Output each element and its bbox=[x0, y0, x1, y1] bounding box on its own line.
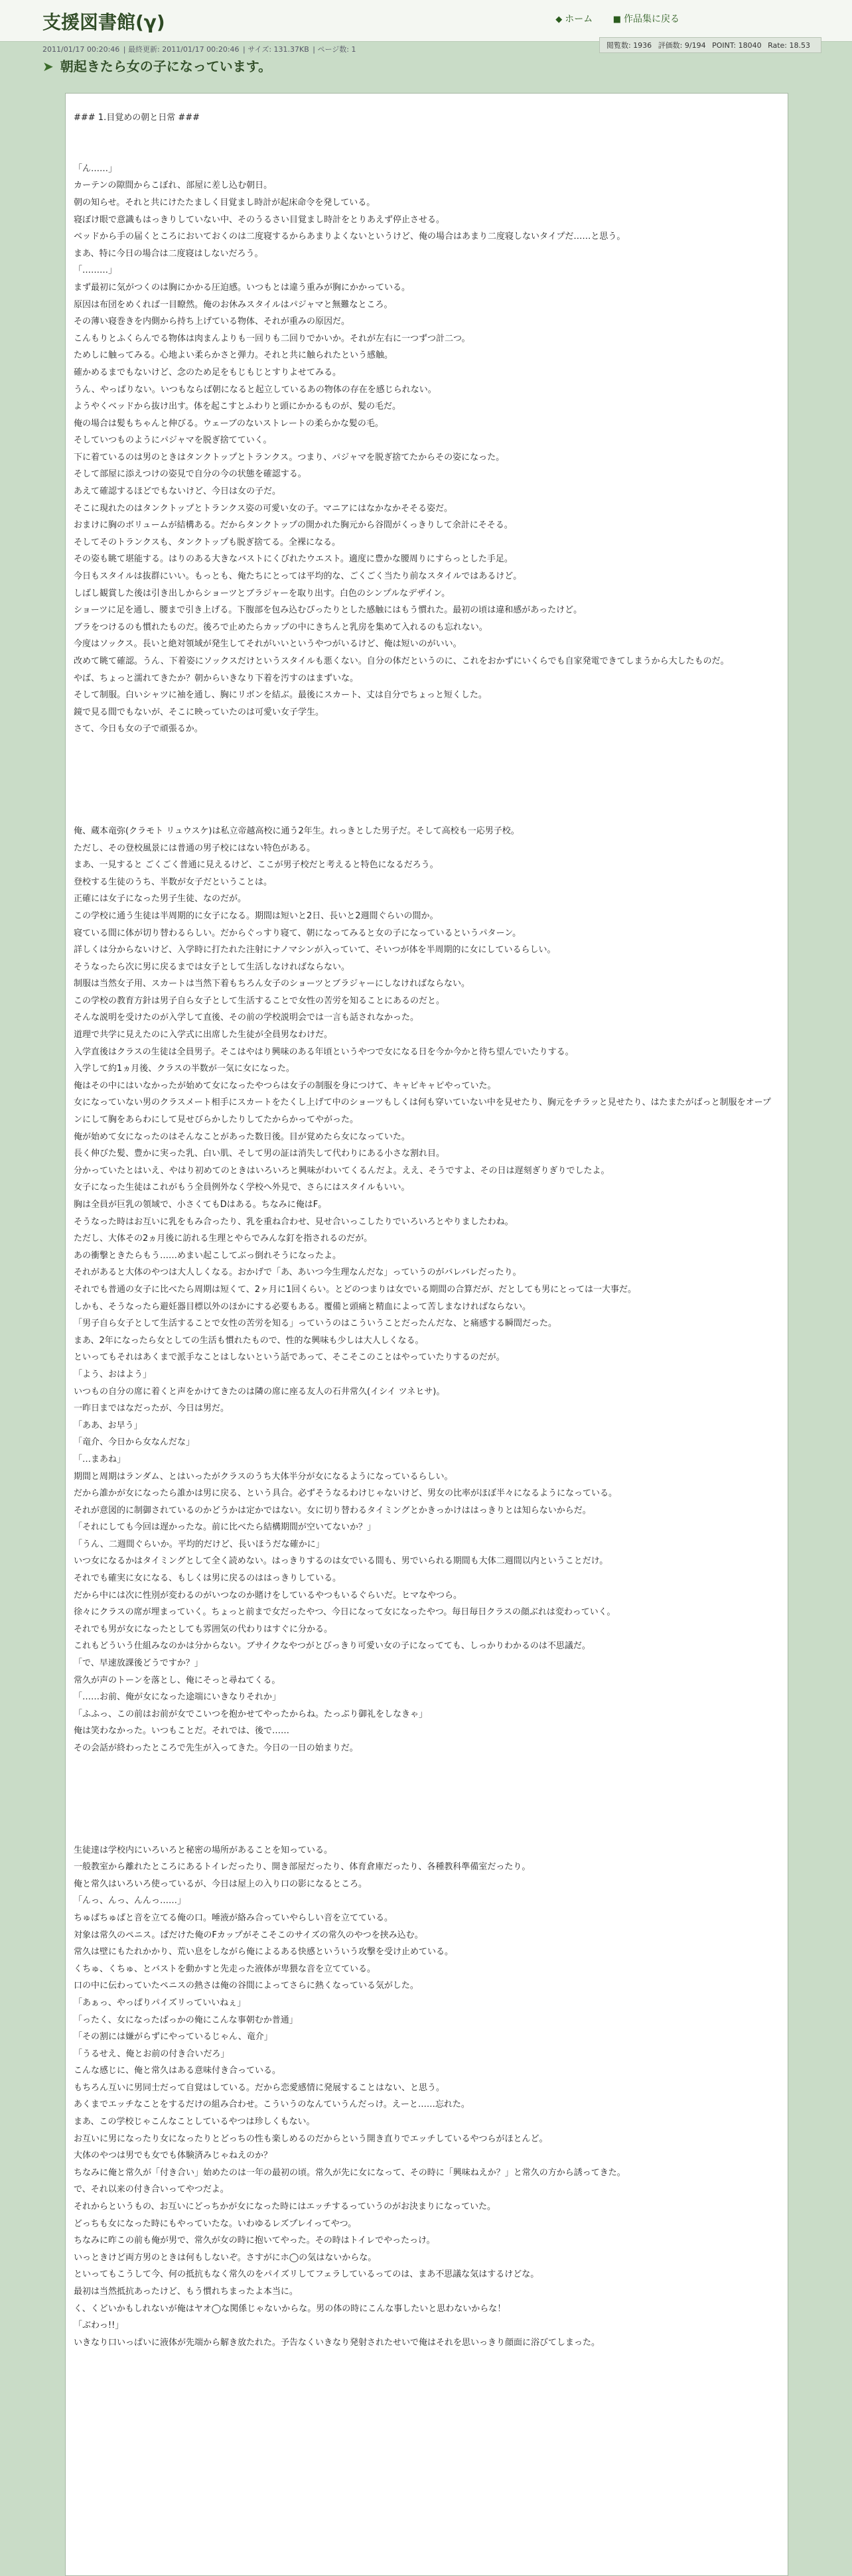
story-line: しばし観賞した後は引き出しからショーツとブラジャーを取り出す。白色のシンプルなデザイン。 bbox=[74, 588, 451, 599]
story-title bbox=[42, 56, 271, 75]
story-line: こんな感じに、俺と常久はある意味付き合っている。 bbox=[74, 2066, 281, 2076]
story-line: もちろん互いに男同士だって自覚はしている。だから恋愛感情に発展することはない、と思う。 bbox=[74, 2082, 445, 2093]
story-line: 長く伸びた髪、豊かに実った乳、白い肌、そして男の証は消失して代わりにある小さな割れ目。 bbox=[74, 1149, 445, 1159]
story-line: だから誰かが女になったら誰かは男に戻る、という具合。必ずそうなるわけじゃないけど、男女の比率がほぼ半々になるようになっている。 bbox=[74, 1488, 618, 1499]
story-line: ただし、その登校風景には普通の男子校にはない特色がある。 bbox=[74, 843, 316, 853]
story-line: 俺と常久はいろいろ使っているが、今日は屋上の入り口の影になるところ。 bbox=[74, 1879, 368, 1889]
site-title[interactable]: 支援図書館(γ) bbox=[42, 11, 165, 33]
story-line: 確かめるまでもないけど、念のため足をもじもじとすりよせてみる。 bbox=[74, 367, 342, 378]
story-line: その会話が終わったところで先生が入ってきた。今日の一日の始まりだ。 bbox=[74, 1743, 358, 1753]
nav-home-link[interactable] bbox=[555, 14, 593, 25]
story-line: いつ女になるかはタイミングとして全く読めない。はっきりするのは女でいる間も、男でいられる期間も大体二週間以内ということだけ。 bbox=[74, 1556, 608, 1567]
story-line: 俺が始めて女になったのはそんなことがあった数日後。目が覚めたら女になっていた。 bbox=[74, 1131, 410, 1142]
story-line: そして制服。白いシャツに袖を通し、胸にリボンを結ぶ。最後にスカート、丈は自分でちょっと短くした。 bbox=[74, 690, 487, 701]
story-line: ちなみに俺と常久が「付き合い」始めたのは一年の最初の頃。常久が先に女になって、その時に「興味ねえか？」と常久の方から誘ってきた。 bbox=[74, 2167, 626, 2178]
story-line: 下に着ているのは男のときはタンクトップとトランクス。つまり、パジャマを脱ぎ捨てたからその姿になった。 bbox=[74, 452, 505, 463]
story-line: ただし、大体その2ヵ月後に訪れる生理とやらでみんな釘を指されるのだが。 bbox=[74, 1234, 373, 1244]
story-line: あえて確認するほどでもないけど、今日は女の子だ。 bbox=[74, 486, 281, 497]
nav-home-label: ホーム bbox=[565, 14, 593, 25]
story-line: 俺の場合は髪もちゃんと伸びる。ウェーブのないストレートの柔らかな髪の毛。 bbox=[74, 418, 384, 429]
story-line: 「……お前、俺が女になった途端にいきなりそれか」 bbox=[74, 1692, 281, 1703]
story-line: カーテンの隙間からこぼれ、部屋に差し込む朝日。 bbox=[74, 180, 273, 191]
story-line: 登校する生徒のうち、半数が女子だということは。 bbox=[74, 877, 273, 887]
story-line: ブラをつけるのも慣れたものだ。後ろで止めたらカップの中にきちんと乳房を集めて入れるのも忘れない。 bbox=[74, 622, 488, 632]
story-line: 口の中に伝わっていたペニスの熱さは俺の谷間によってさらに熱くなっている気がした。 bbox=[74, 1981, 419, 1991]
story-line: 朝の知らせ。それと共にけたたましく目覚まし時計が起床命令を発している。 bbox=[74, 197, 376, 208]
story-line: そんな説明を受けたのが入学して直後、その前の学校説明会では一言も話されなかった。 bbox=[74, 1013, 419, 1023]
story-line: それでも確実に女になる、もしくは男に戻るのははっきりしている。 bbox=[74, 1573, 342, 1584]
story-line: 改めて眺て確認。うん、下着姿にソックスだけというスタイルも悪くない。自分の体だというのに、これをおかずにいくらでも自家発電できてしまうから大したものだ。 bbox=[74, 656, 729, 666]
story-line: 入学して約1ヵ月後、クラスの半数が一気に女になった。 bbox=[74, 1064, 295, 1074]
story-line: 常久が声のトーンを落とし、俺にそっと尋ねてくる。 bbox=[74, 1675, 281, 1685]
story-line bbox=[74, 127, 777, 144]
meta-updated: 最終更新: 2011/01/17 00:20:46 bbox=[128, 45, 240, 54]
story-line: 「よう、おはよう」 bbox=[74, 1369, 152, 1380]
story-line: そこに現れたのはタンクトップとトランクス姿の可愛い女の子。マニアにはなかなかそそる姿だ。 bbox=[74, 503, 453, 514]
story-line: 「ぶわっ!!」 bbox=[74, 2321, 124, 2331]
story-line bbox=[74, 1757, 777, 1774]
story-line: 「竜介、今日から女なんだな」 bbox=[74, 1437, 195, 1448]
story-line: 鏡で見る間でもないが、そこに映っていたのは可愛い女子学生。 bbox=[74, 707, 324, 717]
story-line: おまけに胸のボリュームが結構ある。だからタンクトップの開かれた胸元から谷間がくっきりして余計にそそる。 bbox=[74, 520, 513, 531]
story-line: まあ、一見すると ごくごく普通に見えるけど、ここが男子校だと考えると特色になるだろう。 bbox=[74, 860, 439, 871]
story-line bbox=[74, 806, 777, 823]
story-line: まあ、2年になったら女としての生活も慣れたもので、性的な興味も少しは大人しくなる。 bbox=[74, 1335, 424, 1346]
story-line: うん、やっぱりない。いつもならば朝になると起立しているあの物体の存在を感じられない。 bbox=[74, 384, 437, 395]
story-line: ためしに触ってみる。心地よい柔らかさと弾力。それと共に触られたという感触。 bbox=[74, 350, 393, 361]
story-line: 原因は布団をめくれば一目瞭然。俺のお休みスタイルはパジャマと無難なところ。 bbox=[74, 299, 393, 310]
story-line: しかも、そうなったら避妊器目標以外のほかにする必要もある。覆備と頭痛と精血によって苦しまなければならない。 bbox=[74, 1301, 532, 1312]
story-line: 期間と周期はランダム、とはいったがクラスのうち大体半分が女になるようになっているらしい。 bbox=[74, 1471, 453, 1482]
story-line: まあ、この学校じゃこんなことしているやつは珍しくもない。 bbox=[74, 2117, 315, 2127]
story-line bbox=[74, 1774, 777, 1791]
story-line: 女子になった生徒はこれがもう全員例外なく学校へ外見で、さらにはスタイルもいい。 bbox=[74, 1182, 410, 1193]
story-line: といってもそれはあくまで派手なことはしないという話であって、そこそこのことはやっていたりするのだが。 bbox=[74, 1352, 505, 1363]
story-line: 俺はその中にはいなかったが始めて女になったやつらは女子の制服を身につけて、キャピキャピやっていた。 bbox=[74, 1080, 496, 1091]
story-line: それでも男が女になったとしても雰囲気の代わりはすぐに分かる。 bbox=[74, 1624, 333, 1634]
story-content bbox=[74, 109, 777, 2351]
story-line: いっときけど両方男のときは何もしないぞ。さすがにホ◯の気はないからな。 bbox=[74, 2252, 377, 2263]
story-line: 「んっ、んっ、んんっ……」 bbox=[74, 1896, 186, 1906]
stat-views: 閲覧数: 1936 bbox=[606, 41, 652, 50]
story-line: さて、今日も女の子で頑張るか。 bbox=[74, 724, 203, 735]
story-line: あの衝撃ときたらもう……めまい起こしてぶっ倒れそうになったよ。 bbox=[74, 1250, 342, 1261]
story-line: それがあると大体のやつは大人しくなる。おかげで「あ、あいつ今生理なんだな」っていうのがバレバレだったり。 bbox=[74, 1267, 522, 1278]
nav-back-label: 作品集に戻る bbox=[624, 14, 679, 25]
story-line: だから中には次に性別が変わるのがいつなのか賭けをしているやつもいるぐらいだ。ヒマなやつら。 bbox=[74, 1590, 462, 1601]
story-line: 入学直後はクラスの生徒は全員男子。そこはやはり興味のある年頃というやつで女になる日を今か今かと待ち望んでいたりする。 bbox=[74, 1046, 574, 1057]
story-body bbox=[65, 93, 788, 2576]
story-line: ちなみに昨この前も俺が男で、常久が女の時に抱いてやった。その時はトイレでやったっけ。 bbox=[74, 2236, 435, 2246]
story-line: 女になっていない男のクラスメート相手にスカートをたくし上げて中のショーツもしくは何も穿いていない中を見せたり、胸元をチラッと見せたり、はたまたがばっと制服をオープンにして胸をあらわにして見せびらかしたりしてたからかってやがった。 bbox=[74, 1098, 771, 1125]
story-line: 今日もスタイルは抜群にいい。もっとも、俺たちにとっては平均的な、ごくごく当たり前なスタイルではあるけど。 bbox=[74, 571, 522, 582]
story-line: その薄い寝巻きを内側から持ち上げている物体、それが重みの原因だ。 bbox=[74, 317, 350, 327]
story-line: ショーツに足を通し、腰まで引き上げる。下腹部を包み込むぴったりとした感触にはもう慣れた。最初の頃は違和感があったけど。 bbox=[74, 605, 583, 616]
story-line: 対象は常久のペニス。ぱだけた俺のFカップがそこそこのサイズの常久のやつを挟み込む。 bbox=[74, 1930, 423, 1940]
stat-ratings: 評価数: 9/194 bbox=[658, 41, 706, 50]
story-line: 分かっていたとはいえ、やはり初めてのときはいろいろと興味がわいてくるんだよ。ええ、そうですよ、その日は遅刻ぎりぎりでしたよ。 bbox=[74, 1165, 610, 1176]
story-line bbox=[74, 772, 777, 789]
story-line: この学校に通う生徒は半周期的に女子になる。期間は短いと2日、長いと2週間ぐらいの間か。 bbox=[74, 910, 439, 921]
story-line: その姿も眺て堪能する。はりのある大きなバストにくびれたウエスト。適度に豊かな腰周りにすらっとした手足。 bbox=[74, 554, 513, 565]
story-line bbox=[74, 1791, 777, 1808]
story-line: 「あぁっ、やっぱりパイズリっていいねぇ」 bbox=[74, 1997, 246, 2008]
story-line: 徐々にクラスの席が埋まっていく。ちょっと前まで女だったやつ、今日になって女になったやつ。毎日毎日クラスの顔ぶれは変わっていく。 bbox=[74, 1607, 616, 1618]
story-line: 今度はソックス。長いと絶対領域が発生してそれがいいというやつがいるけど、俺は短いのがいい。 bbox=[74, 639, 462, 650]
story-line: 寝ている間に体が切り替わるらしい。だからぐっすり寝て、朝になってみると女の子になっているというパターン。 bbox=[74, 928, 522, 938]
site-header bbox=[0, 0, 852, 42]
story-line bbox=[74, 1825, 777, 1842]
story-line: 胸は全員が巨乳の領域で、小さくてもDはある。ちなみに俺はF。 bbox=[74, 1200, 327, 1210]
story-line: 「うん、二週間ぐらいか。平均的だけど、長いほうだな確かに」 bbox=[74, 1539, 324, 1549]
post-meta: 2011/01/17 00:20:46 | 最終更新: 2011/01/17 00:20:46 | サイズ: 131.37KB | ページ数: 1 bbox=[42, 45, 356, 54]
story-line: 「ん……」 bbox=[74, 163, 117, 174]
collection-icon: ■ bbox=[612, 15, 621, 25]
story-line: 「………」 bbox=[74, 265, 117, 276]
story-line: 一般教室から離れたところにあるトイレだったり、開き部屋だったり、体育倉庫だったり、各種教科準備室だったり。 bbox=[74, 1862, 531, 1873]
story-line: それが意図的に制御されているのかどうかは定かではない。女に切り替わるタイミングとかきっかけははっきりとは知らないからだ。 bbox=[74, 1505, 591, 1516]
story-line: 「うるせえ、俺とお前の付き合いだろ」 bbox=[74, 2048, 230, 2059]
story-line: 道理で共学に見えたのに入学式に出席した生徒が全員男なわけだ。 bbox=[74, 1030, 333, 1040]
story-line: まず最初に気がつくのは胸にかかる圧迫感。いつもとは違う重みが胸にかかっている。 bbox=[74, 282, 411, 293]
meta-pages: ページ数: 1 bbox=[317, 45, 356, 54]
story-line: これもどういう仕組みなのかは分からない。ブサイクなやつがとびっきり可愛い女の子になってても、しっかりわかるのは不思議だ。 bbox=[74, 1641, 591, 1652]
stat-points: POINT: 18040 bbox=[712, 41, 762, 50]
story-line: そうなったら次に男に戻るまでは女子として生活しなければならない。 bbox=[74, 962, 350, 972]
meta-size: サイズ: 131.37KB bbox=[248, 45, 309, 54]
story-line: で、それ以来の付き合いってやつだよ。 bbox=[74, 2184, 229, 2195]
story-line bbox=[74, 789, 777, 806]
story-line: 「ああ、お早う」 bbox=[74, 1420, 143, 1431]
meta-posted: 2011/01/17 00:20:46 bbox=[42, 45, 120, 54]
stat-rate: Rate: 18.53 bbox=[768, 41, 810, 50]
story-line: 常久は壁にもたれかかり、荒い息をしながら俺によるある快感といういう攻撃を受け止めている。 bbox=[74, 1947, 454, 1958]
story-line: まあ、特に今日の場合は二度寝はしないだろう。 bbox=[74, 248, 263, 259]
story-line bbox=[74, 1808, 777, 1825]
story-line: ベッドから手の届くところにおいておくのは二度寝するからあまりよくないというけど、俺の場合はあまり二度寝しないタイプだ……と思う。 bbox=[74, 232, 626, 242]
story-line: いつもの自分の席に着くと声をかけてきたのは隣の席に座る友人の石井常久(イシイ ツネヒサ)。 bbox=[74, 1386, 445, 1397]
story-line: やば、ちょっと濡れてきたか？朝からいきなり下着を汚すのはまずいな。 bbox=[74, 673, 359, 683]
story-title-text: 朝起きたら女の子になっています。 bbox=[60, 58, 272, 74]
story-line: 「ふふっ、この前はお前が女でこいつを抱かせてやったからね。たっぷり御礼をしなきゃ」 bbox=[74, 1709, 428, 1719]
story-line: お互いに男になったり女になったりとどっちの性も楽しめるのだからという開き直りでエッチしているやつらがほとんど。 bbox=[74, 2133, 548, 2144]
story-line bbox=[74, 143, 777, 161]
story-line: それでも普通の女子に比べたら周期は短くて、2ヶ月に1回くらい。とどのつまりは女でいる期間の合算だが、だとしても男にとっては一大事だ。 bbox=[74, 1284, 637, 1295]
story-line: 「男子自ら女子として生活することで女性の苦労を知る」っていうのはこういうことだったんだな、と痛感する瞬間だった。 bbox=[74, 1319, 557, 1329]
story-line: あくまでエッチなことをするだけの組み合わせ。こういうのなんていうんだっけ。えーと……忘れた。 bbox=[74, 2100, 470, 2110]
story-line: そしていつものようにパジャマを脱ぎ捨てていく。 bbox=[74, 435, 272, 446]
story-line: 「…まあね」 bbox=[74, 1454, 126, 1465]
story-line: この学校の教育方針は男子自ら女子として生活することで女性の苦労を知ることにあるのだと。 bbox=[74, 995, 445, 1006]
story-line: 「その割には嫌がらずにやっているじゃん、竜介」 bbox=[74, 2032, 273, 2042]
story-line: こんもりとふくらんでる物体は肉まんよりも一回りも二回りでかいか。それが左右に一つずつ計二つ。 bbox=[74, 333, 470, 344]
story-line: ### 1.目覚めの朝と日常 ### bbox=[74, 113, 200, 123]
story-line: そして部屋に添えつけの姿見で自分の今の状態を確認する。 bbox=[74, 469, 307, 480]
story-line: どっちも女になった時にもやっていたな。いわゆるレズプレイってやつ。 bbox=[74, 2218, 357, 2229]
story-line: 詳しくは分からないけど、入学時に打たれた注射にナノマシンが入っていて、そいつが体を半周期的に女にしているらしい。 bbox=[74, 945, 556, 956]
stats-bar bbox=[599, 37, 821, 53]
story-line: く、くどいかもしれないが俺はヤオ◯な関係じゃないからな。男の体の時にこんな事したいと思わないからな！ bbox=[74, 2303, 506, 2314]
story-line: 正確には女子になった男子生徒、なのだが。 bbox=[74, 894, 247, 904]
story-line: そうなった時はお互いに乳をもみ合ったり、乳を重ね合わせ、見せ合いっこしたりでいろいろとやりましたわね。 bbox=[74, 1216, 514, 1227]
story-line: それからというもの、お互いにどっちかが女になった時にはエッチするっていうのがお決まりになっていた。 bbox=[74, 2202, 496, 2212]
story-line: 生徒達は学校内にいろいろと秘密の場所があることを知っている。 bbox=[74, 1845, 333, 1855]
story-line: ちゅぱちゅぱと音を立てる俺の口。唾液が絡み合っていやらしい音を立てている。 bbox=[74, 1912, 393, 1923]
story-line: 大体のやつは男でも女でも体験済みじゃねえのか？ bbox=[74, 2151, 273, 2161]
story-line bbox=[74, 755, 777, 772]
nav-back-link[interactable] bbox=[613, 14, 679, 25]
chevron-right-icon: ➤ bbox=[42, 58, 54, 74]
story-line: 寝ぼけ眼で意識もはっきりしていない中、そのうるさい目覚まし時計をとりあえず停止させる。 bbox=[74, 214, 445, 225]
story-line bbox=[74, 738, 777, 755]
story-line: 俺は笑わなかった。いつもことだ。それでは、後で…… bbox=[74, 1726, 290, 1737]
story-line: くちゅ、くちゅ、とバストを動かすと先走った液体が卑猥な音を立てている。 bbox=[74, 1964, 376, 1974]
story-line: 制服は当然女子用、スカートは当然下着もちろん女子のショーツとブラジャーにしなければならない。 bbox=[74, 979, 470, 989]
story-line: 「それにしても今回は遅かったな。前に比べたら結構期間が空いてないか？」 bbox=[74, 1522, 376, 1533]
story-line: 一昨日まではなだったが、今日は男だ。 bbox=[74, 1403, 230, 1414]
story-line: 「で、早速放課後どうですか？」 bbox=[74, 1658, 203, 1669]
story-line: 「ったく、女になったばっかの俺にこんな事朝むか普通」 bbox=[74, 2015, 298, 2025]
story-line: いきなり口いっぱいに液体が先端から解き放たれた。予告なくいきなり発射されたせいで俺はそれを思いっきり顔面に浴びてしまった。 bbox=[74, 2337, 601, 2348]
story-line: そしてそのトランクスも、タンクトップも脱ぎ捨てる。全裸になる。 bbox=[74, 537, 340, 547]
story-line: 俺、蔵本竜弥(クラモト リュウスケ)は私立帝越高校に通う2年生。れっきとした男子だ。そして高校も一応男子校。 bbox=[74, 825, 520, 836]
header-nav bbox=[538, 12, 679, 25]
story-line: 最初は当然抵抗あったけど、もう慣れちまったよ本当に。 bbox=[74, 2287, 298, 2297]
story-line: ようやくベッドから抜け出す。体を起こすとふわりと頭にかかるものが、髪の毛だ。 bbox=[74, 401, 401, 412]
story-line: といってもこうして今、何の抵抗もなく常久のをパイズリしてフェラしているってのは、まあ不思議な気はするけどな。 bbox=[74, 2269, 539, 2280]
home-icon: ◆ bbox=[555, 15, 563, 25]
